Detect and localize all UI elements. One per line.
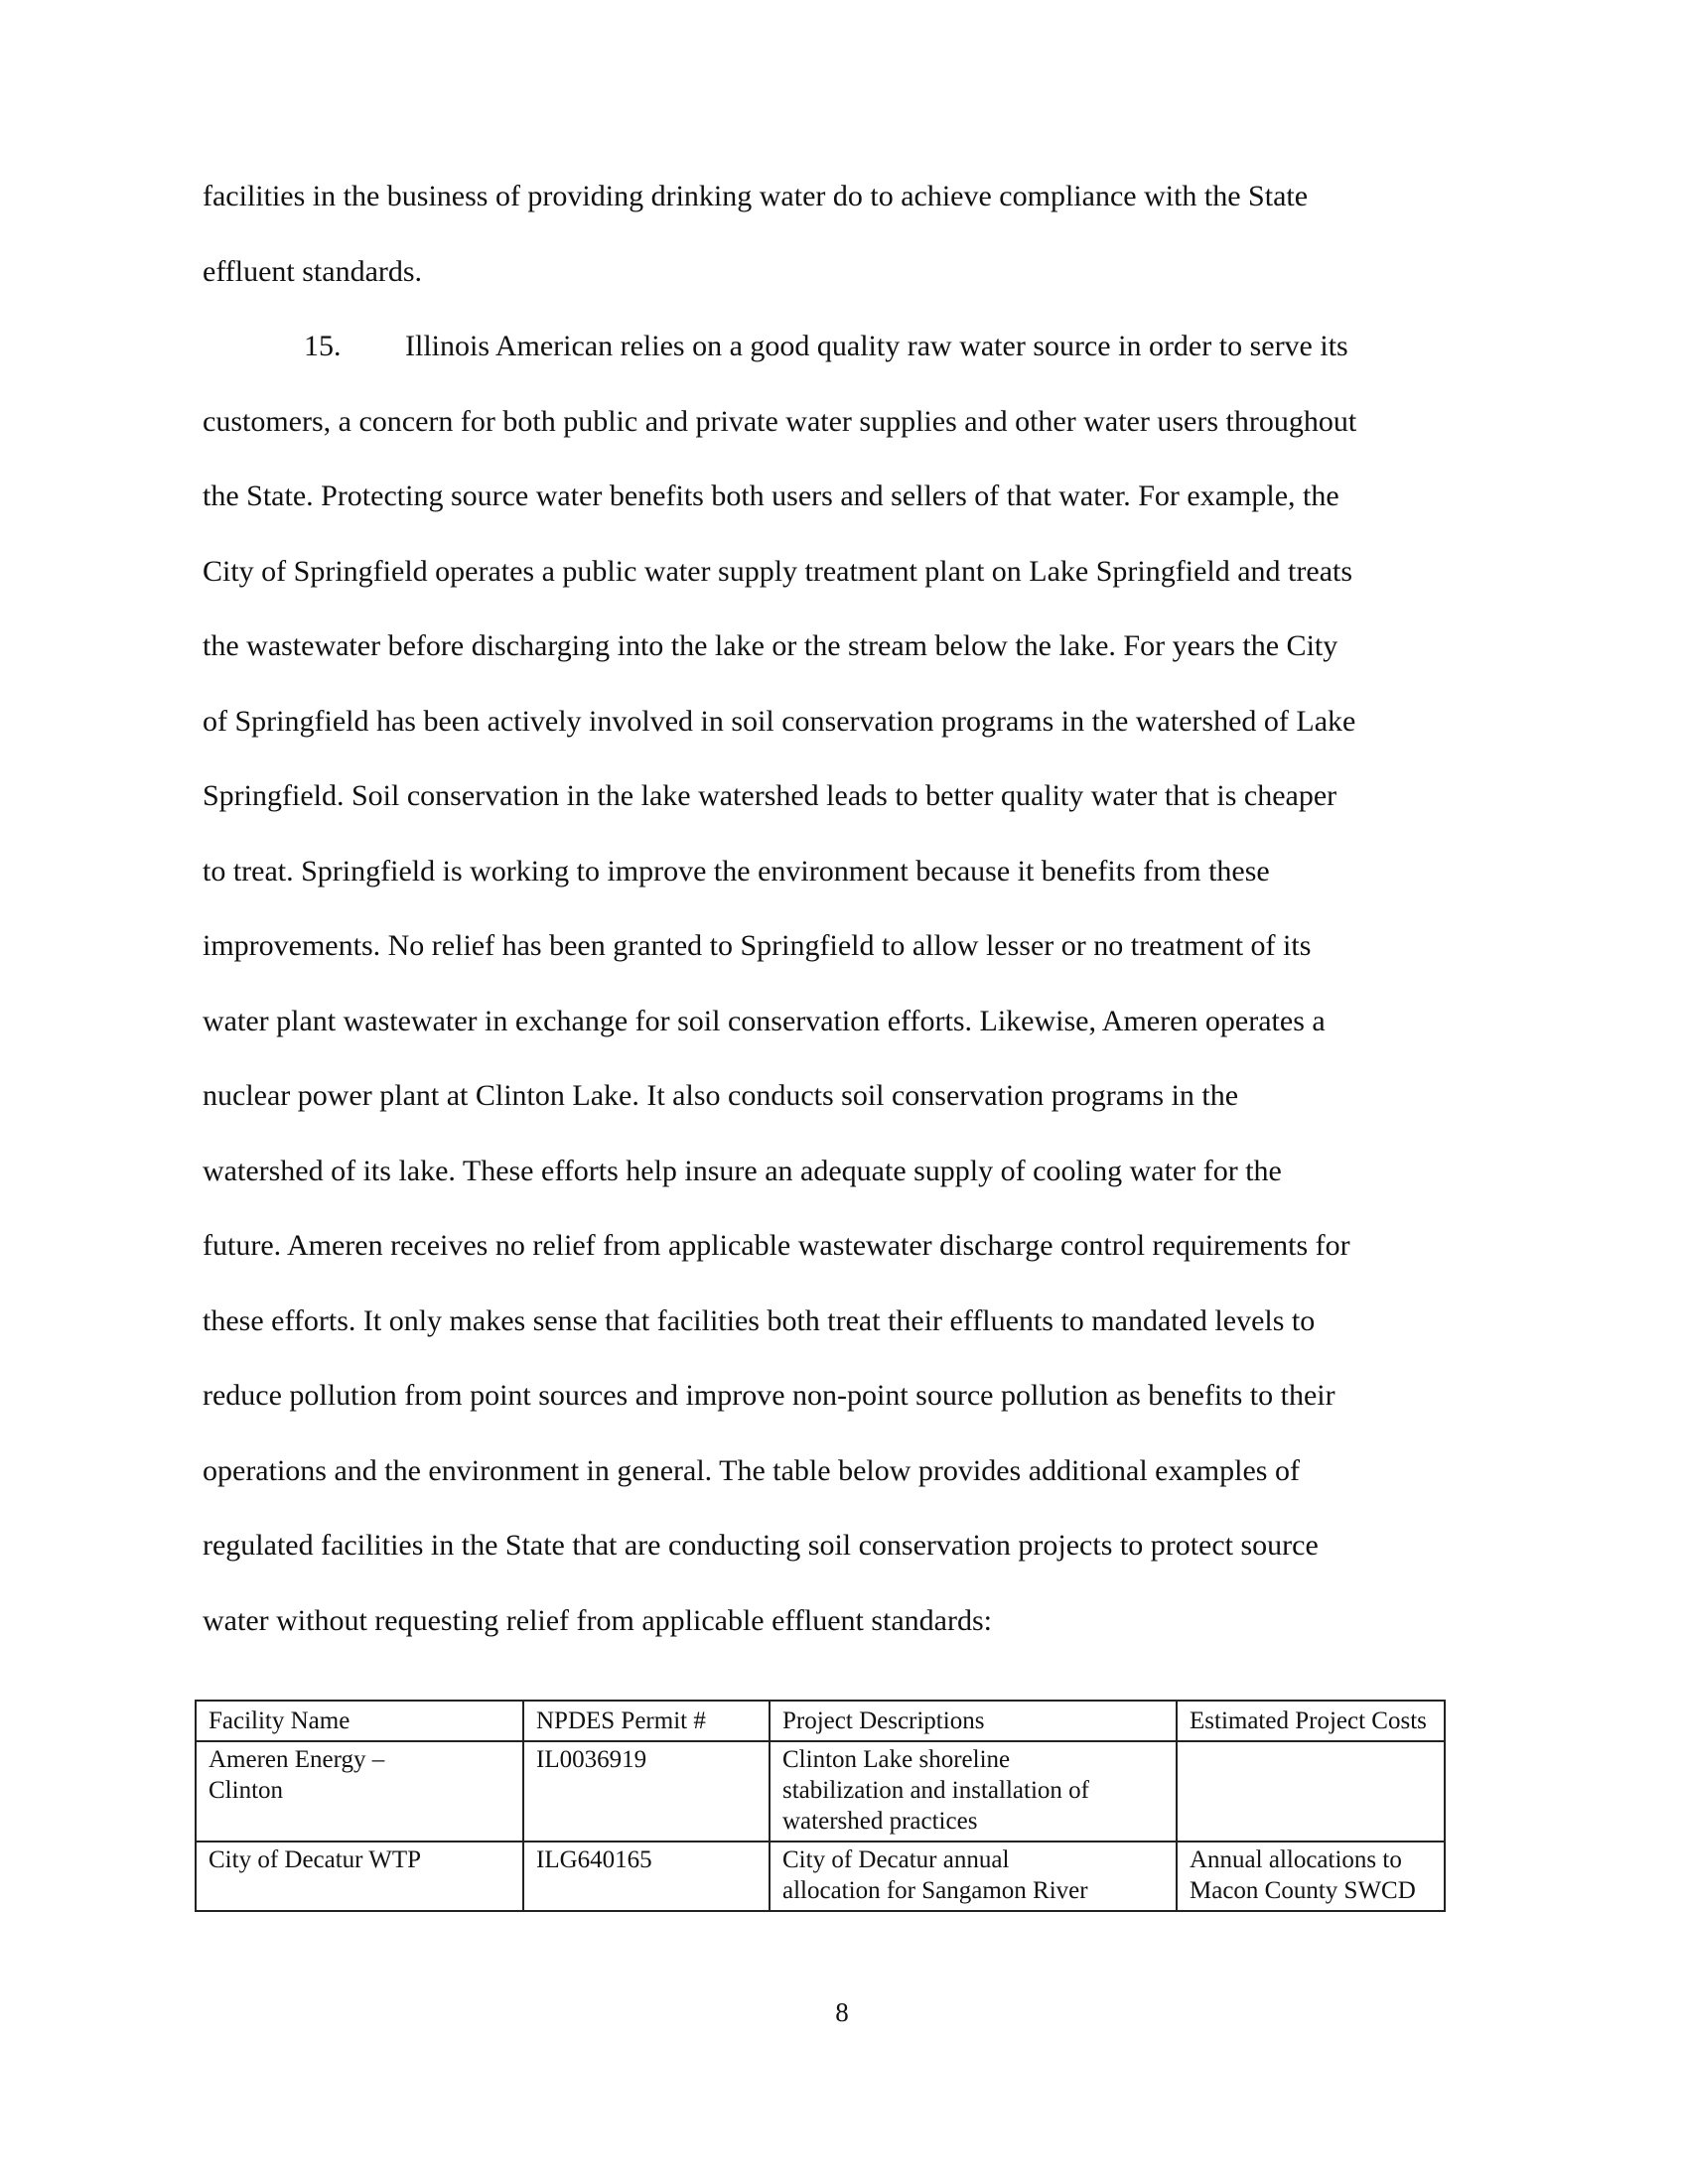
cell-project-description [770, 1741, 1177, 1842]
header-facility-name: Facility Name [196, 1701, 523, 1741]
table-row [196, 1741, 1445, 1842]
text-line: water without requesting relief from applicable effluent standards: [203, 1603, 992, 1637]
text-line: facilities in the business of providing drinking water do to achieve compliance with the State [203, 180, 1309, 212]
text-line: reduce pollution from point sources and improve non-point source pollution as benefits to their [203, 1379, 1335, 1412]
text-line: these efforts. It only makes sense that facilities both treat their effluents to mandated levels to [203, 1303, 1316, 1337]
cell-project-description [770, 1842, 1177, 1911]
cell-facility-name [196, 1842, 523, 1911]
text-line: operations and the environment in general. The table below provides additional examples of [203, 1453, 1300, 1487]
cell-facility-name [196, 1741, 523, 1842]
text-line: the State. Protecting source water benefits both users and sellers of that water. For example, the [203, 479, 1339, 512]
paragraph-number: 15. [304, 330, 342, 362]
header-project-descriptions: Project Descriptions [770, 1701, 1177, 1741]
cell-npdes-permit: ILG640165 [523, 1842, 770, 1911]
cell-line: City of Decatur WTP [209, 1846, 422, 1873]
text-line: watershed of its lake. These efforts help insure an adequate supply of cooling water for the [203, 1154, 1282, 1187]
table-row [196, 1842, 1445, 1911]
text-line: effluent standards. [203, 254, 423, 288]
cell-line: allocation for Sangamon River [782, 1877, 1088, 1904]
text-line: Illinois American relies on a good quality raw water source in order to serve its [405, 330, 1348, 362]
cell-line: Annual allocations to [1190, 1846, 1402, 1873]
text-line: to treat. Springfield is working to improve the environment because it benefits from these [203, 854, 1270, 887]
header-npdes-permit: NPDES Permit # [523, 1701, 770, 1741]
text-line: of Springfield has been actively involved in soil conservation programs in the watershed of Lake [203, 704, 1356, 738]
page-number: 8 [835, 1997, 849, 2027]
text-line: nuclear power plant at Clinton Lake. It also conducts soil conservation programs in the [203, 1079, 1239, 1112]
cell-line: Ameren Energy – [209, 1746, 385, 1773]
cell-line: stabilization and installation of [782, 1777, 1089, 1804]
facility-projects-table [195, 1700, 1446, 1912]
cell-estimated-costs [1177, 1741, 1445, 1842]
text-line: regulated facilities in the State that are conducting soil conservation projects to protect source [203, 1529, 1319, 1562]
text-line: improvements. No relief has been granted to Springfield to allow lesser or no treatment of its [203, 929, 1312, 962]
cell-line: Macon County SWCD [1190, 1877, 1416, 1904]
cell-line: watershed practices [782, 1808, 978, 1835]
text-line: City of Springfield operates a public water supply treatment plant on Lake Springfield and treats [203, 554, 1353, 588]
text-line: future. Ameren receives no relief from applicable wastewater discharge control requirements for [203, 1229, 1350, 1262]
cell-line: City of Decatur annual [782, 1846, 1010, 1873]
text-line: the wastewater before discharging into the lake or the stream below the lake. For years the City [203, 629, 1338, 662]
text-line: customers, a concern for both public and private water supplies and other water users throughout [203, 404, 1357, 438]
cell-estimated-costs [1177, 1842, 1445, 1911]
text-line: water plant wastewater in exchange for soil conservation efforts. Likewise, Ameren operates a [203, 1004, 1326, 1037]
cell-npdes-permit: IL0036919 [523, 1741, 770, 1842]
header-estimated-costs: Estimated Project Costs [1177, 1701, 1445, 1741]
carryover-paragraph [203, 159, 1493, 309]
cell-line: Clinton Lake shoreline [782, 1746, 1011, 1773]
table-header-row [196, 1701, 1445, 1741]
text-line: Springfield. Soil conservation in the lake watershed leads to better quality water that is cheaper [203, 779, 1337, 812]
cell-line: Clinton [209, 1777, 284, 1804]
paragraph-15 [203, 309, 1493, 1658]
paragraph-first-line [203, 309, 1493, 384]
body-text [203, 159, 1493, 1658]
